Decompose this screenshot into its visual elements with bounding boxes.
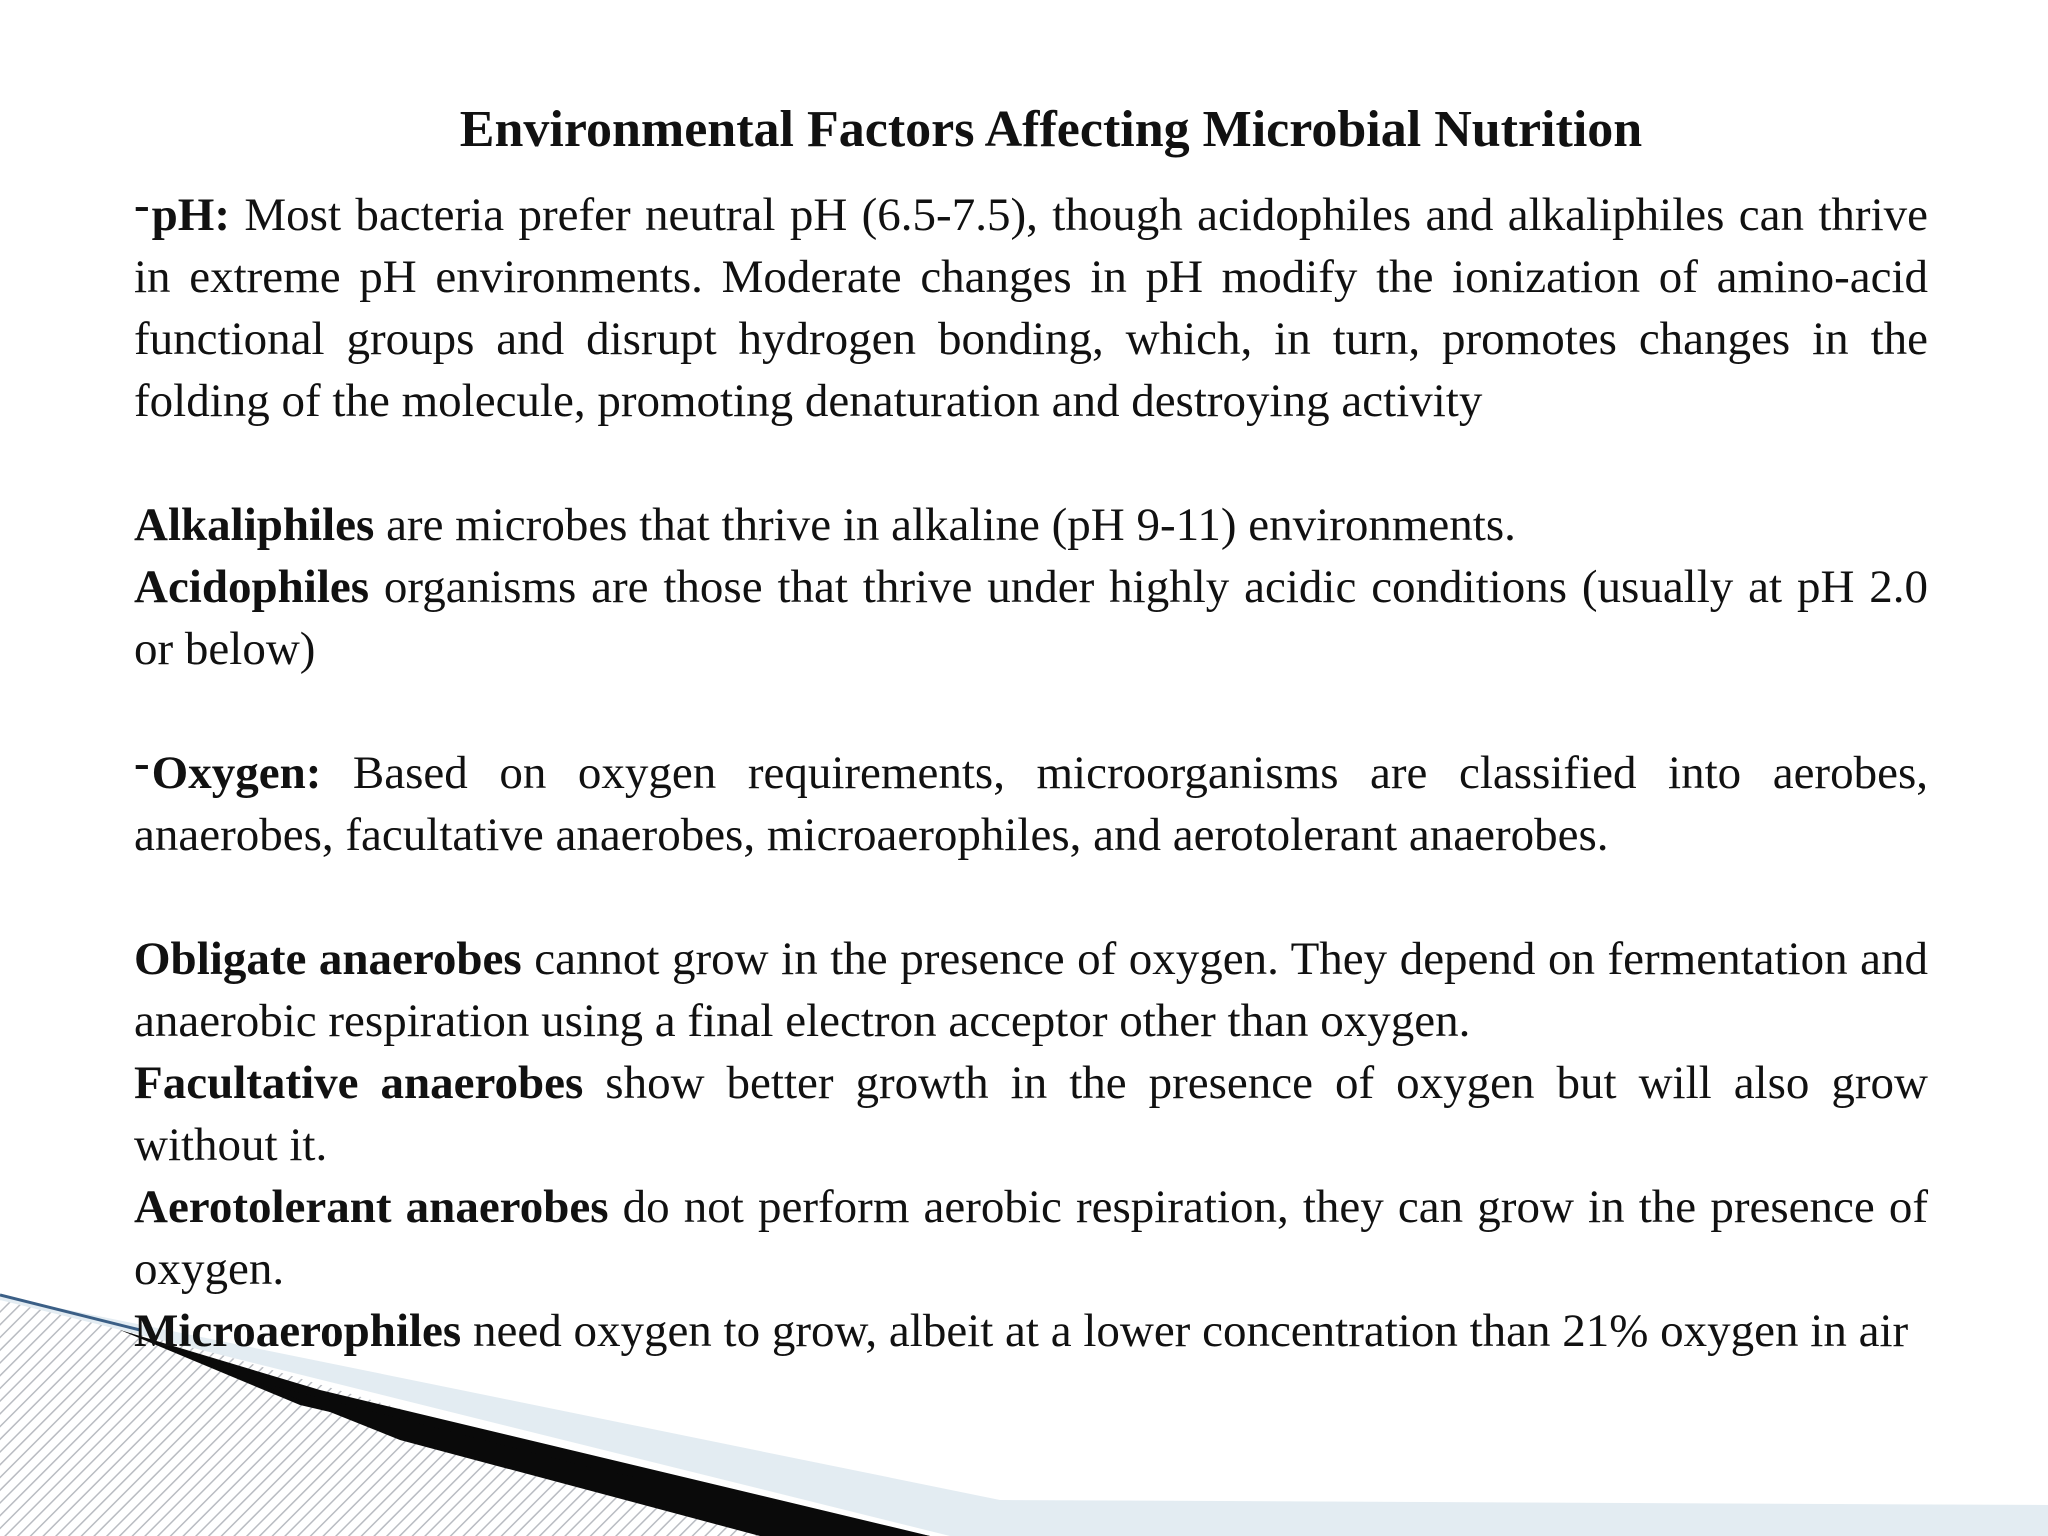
acidophiles-term: Acidophiles <box>134 561 370 613</box>
spacer <box>134 680 1928 742</box>
aerotolerant-anaerobes-term: Aerotolerant anaerobes <box>134 1181 609 1233</box>
acidophiles-text: organisms are those that thrive under highly acidic conditions (usually at pH 2.0 or below) <box>134 561 1928 675</box>
alkaliphiles-paragraph <box>134 494 1928 556</box>
microaerophiles-paragraph <box>134 1300 1928 1362</box>
aerotolerant-anaerobes-paragraph <box>134 1176 1928 1300</box>
alkaliphiles-text: are microbes that thrive in alkaline (pH 9-11) environments. <box>374 499 1516 551</box>
slide-content <box>134 96 1928 1362</box>
oxygen-term: Oxygen: <box>151 747 322 799</box>
oxygen-text: Based on oxygen requirements, microorganisms are classified into aerobes, anaerobes, facultative anaerobes, microaerophiles, and aerotolerant anaerobes. <box>134 747 1928 861</box>
facultative-anaerobes-text: show better growth in the presence of oxygen but will also grow without it. <box>134 1057 1928 1171</box>
obligate-anaerobes-term: Obligate anaerobes <box>134 933 522 985</box>
aerotolerant-anaerobes-text: do not perform aerobic respiration, they can grow in the presence of oxygen. <box>134 1181 1928 1295</box>
slide-title: Environmental Factors Affecting Microbial Nutrition <box>459 101 1643 158</box>
bullet-dash: - <box>134 737 150 789</box>
ph-term: pH: <box>151 189 231 241</box>
facultative-anaerobes-paragraph <box>134 1052 1928 1176</box>
facultative-anaerobes-term: Facultative anaerobes <box>134 1057 584 1109</box>
ph-text: Most bacteria prefer neutral pH (6.5-7.5), though acidophiles and alkaliphiles can thrive in extreme pH environments. Moderate changes in pH modify the ionization of amino-acid functional groups and disrupt hydrogen bonding, which, in turn, promotes changes in the folding of the molecule, promoting denaturation and destroying activity <box>134 189 1928 427</box>
alkaliphiles-term: Alkaliphiles <box>134 499 375 551</box>
microaerophiles-term: Microaerophiles <box>134 1305 462 1357</box>
spacer <box>134 866 1928 928</box>
obligate-anaerobes-paragraph <box>134 928 1928 1052</box>
obligate-anaerobes-text: cannot grow in the presence of oxygen. They depend on fermentation and anaerobic respiration using a final electron acceptor other than oxygen. <box>134 933 1928 1047</box>
acidophiles-paragraph <box>134 556 1928 680</box>
spacer <box>134 432 1928 494</box>
ph-paragraph <box>134 179 1928 432</box>
bullet-dash: - <box>134 179 150 231</box>
microaerophiles-text: need oxygen to grow, albeit at a lower concentration than 21% oxygen in air <box>461 1305 1909 1357</box>
oxygen-paragraph <box>134 737 1928 866</box>
